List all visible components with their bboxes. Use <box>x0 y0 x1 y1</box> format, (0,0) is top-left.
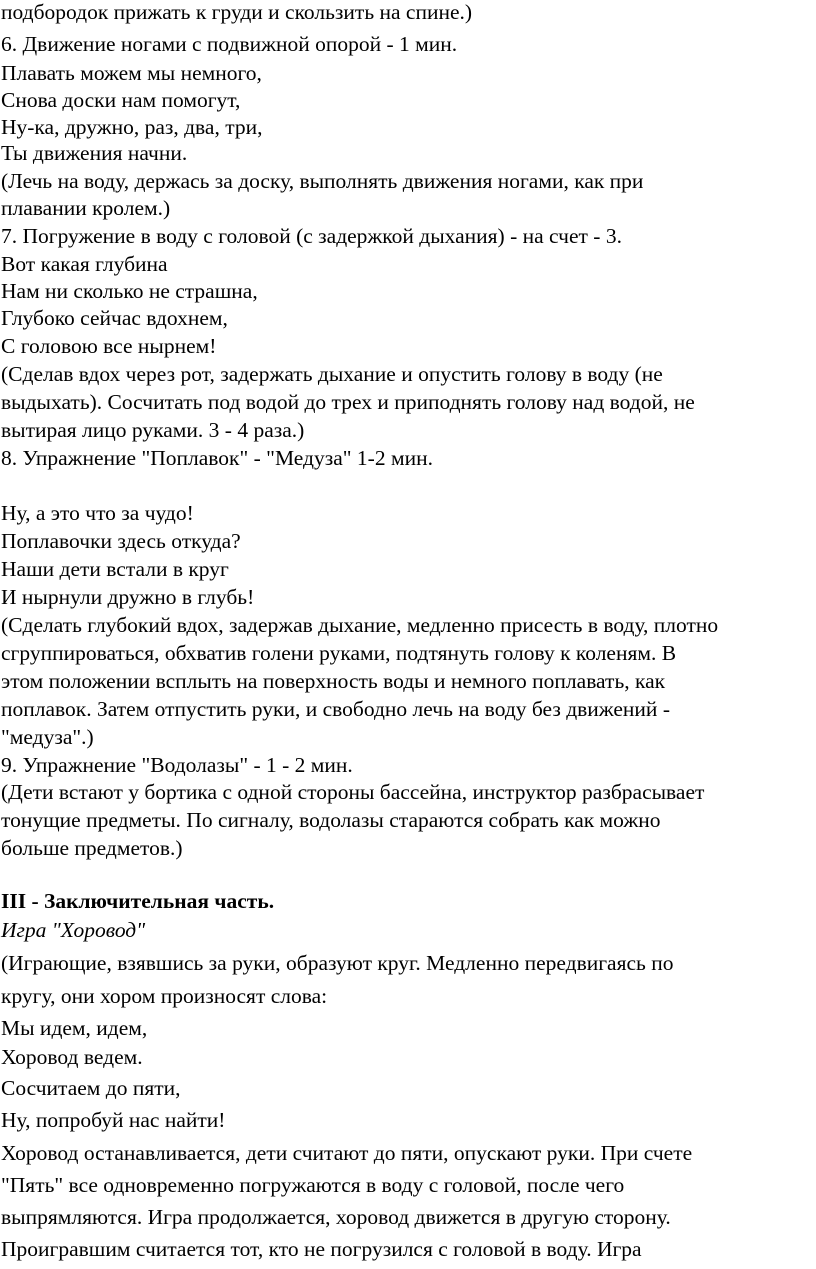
text-line: 7. Погружение в воду с головой (с задержкой дыхания) - на счет - 3. <box>1 224 622 248</box>
text-line: Глубоко сейчас вдохнем, <box>1 306 228 330</box>
text-line: И нырнули дружно в глубь! <box>1 585 255 609</box>
text-line: поплавок. Затем отпустить руки, и свободно лечь на воду без движений - <box>1 697 670 721</box>
text-line: (Дети встают у бортика с одной стороны бассейна, инструктор разбрасывает <box>1 780 705 804</box>
text-line: Снова доски нам помогут, <box>1 88 241 112</box>
text-line: Ну-ка, дружно, раз, два, три, <box>1 115 263 139</box>
text-line: Нам ни сколько не страшна, <box>1 279 258 303</box>
text-line: Плавать можем мы немного, <box>1 61 262 85</box>
text-line: плавании кролем.) <box>1 196 171 220</box>
text-line: Хоровод ведем. <box>1 1045 143 1069</box>
text-line: Проигравшим считается тот, кто не погрузился с головой в воду. Игра <box>1 1237 642 1261</box>
text-line: "медуза".) <box>1 725 94 749</box>
text-line: (Лечь на воду, держась за доску, выполнять движения ногами, как при <box>1 169 644 193</box>
text-line: Ну, а это что за чудо! <box>1 501 194 525</box>
text-line: выдыхать). Сосчитать под водой до трех и приподнять голову над водой, не <box>1 390 695 414</box>
game-title: Игра "Хоровод" <box>1 918 146 942</box>
text-line: 8. Упражнение "Поплавок" - "Медуза" 1-2 мин. <box>1 446 433 470</box>
text-line: Мы идем, идем, <box>1 1016 148 1040</box>
text-line: 9. Упражнение "Водолазы" - 1 - 2 мин. <box>1 753 353 777</box>
text-line: кругу, они хором произносят слова: <box>1 984 328 1008</box>
text-line: Хоровод останавливается, дети считают до пяти, опускают руки. При счете <box>1 1141 693 1165</box>
text-line: Ну, попробуй нас найти! <box>1 1108 226 1132</box>
text-line: Наши дети встали в круг <box>1 557 229 581</box>
text-line: вытирая лицо руками. 3 - 4 раза.) <box>1 418 305 442</box>
text-line: Вот какая глубина <box>1 252 168 276</box>
text-line: Сосчитаем до пяти, <box>1 1076 181 1100</box>
text-line: С головою все нырнем! <box>1 334 217 358</box>
text-line: больше предметов.) <box>1 836 183 860</box>
text-line: подбородок прижать к груди и скользить на спине.) <box>1 0 473 24</box>
text-line: "Пять" все одновременно погружаются в воду с головой, после чего <box>1 1173 625 1197</box>
text-line: тонущие предметы. По сигналу, водолазы стараются собрать как можно <box>1 808 661 832</box>
text-line: (Сделать глубокий вдох, задержав дыхание, медленно присесть в воду, плотно <box>1 613 719 637</box>
text-line: Ты движения начни. <box>1 141 188 165</box>
text-line: Поплавочки здесь откуда? <box>1 529 241 553</box>
text-line: этом положении всплыть на поверхность воды и немного поплавать, как <box>1 669 666 693</box>
text-line: выпрямляются. Игра продолжается, хоровод движется в другую сторону. <box>1 1205 671 1229</box>
text-line: (Сделав вдох через рот, задержать дыхание и опустить голову в воду (не <box>1 362 663 386</box>
text-line: (Играющие, взявшись за руки, образуют круг. Медленно передвигаясь по <box>1 951 674 975</box>
text-line: сгруппироваться, обхватив голени руками, подтянуть голову к коленям. В <box>1 641 677 665</box>
section-heading: III - Заключительная часть. <box>1 889 275 913</box>
text-line: 6. Движение ногами с подвижной опорой - 1 мин. <box>1 32 458 56</box>
